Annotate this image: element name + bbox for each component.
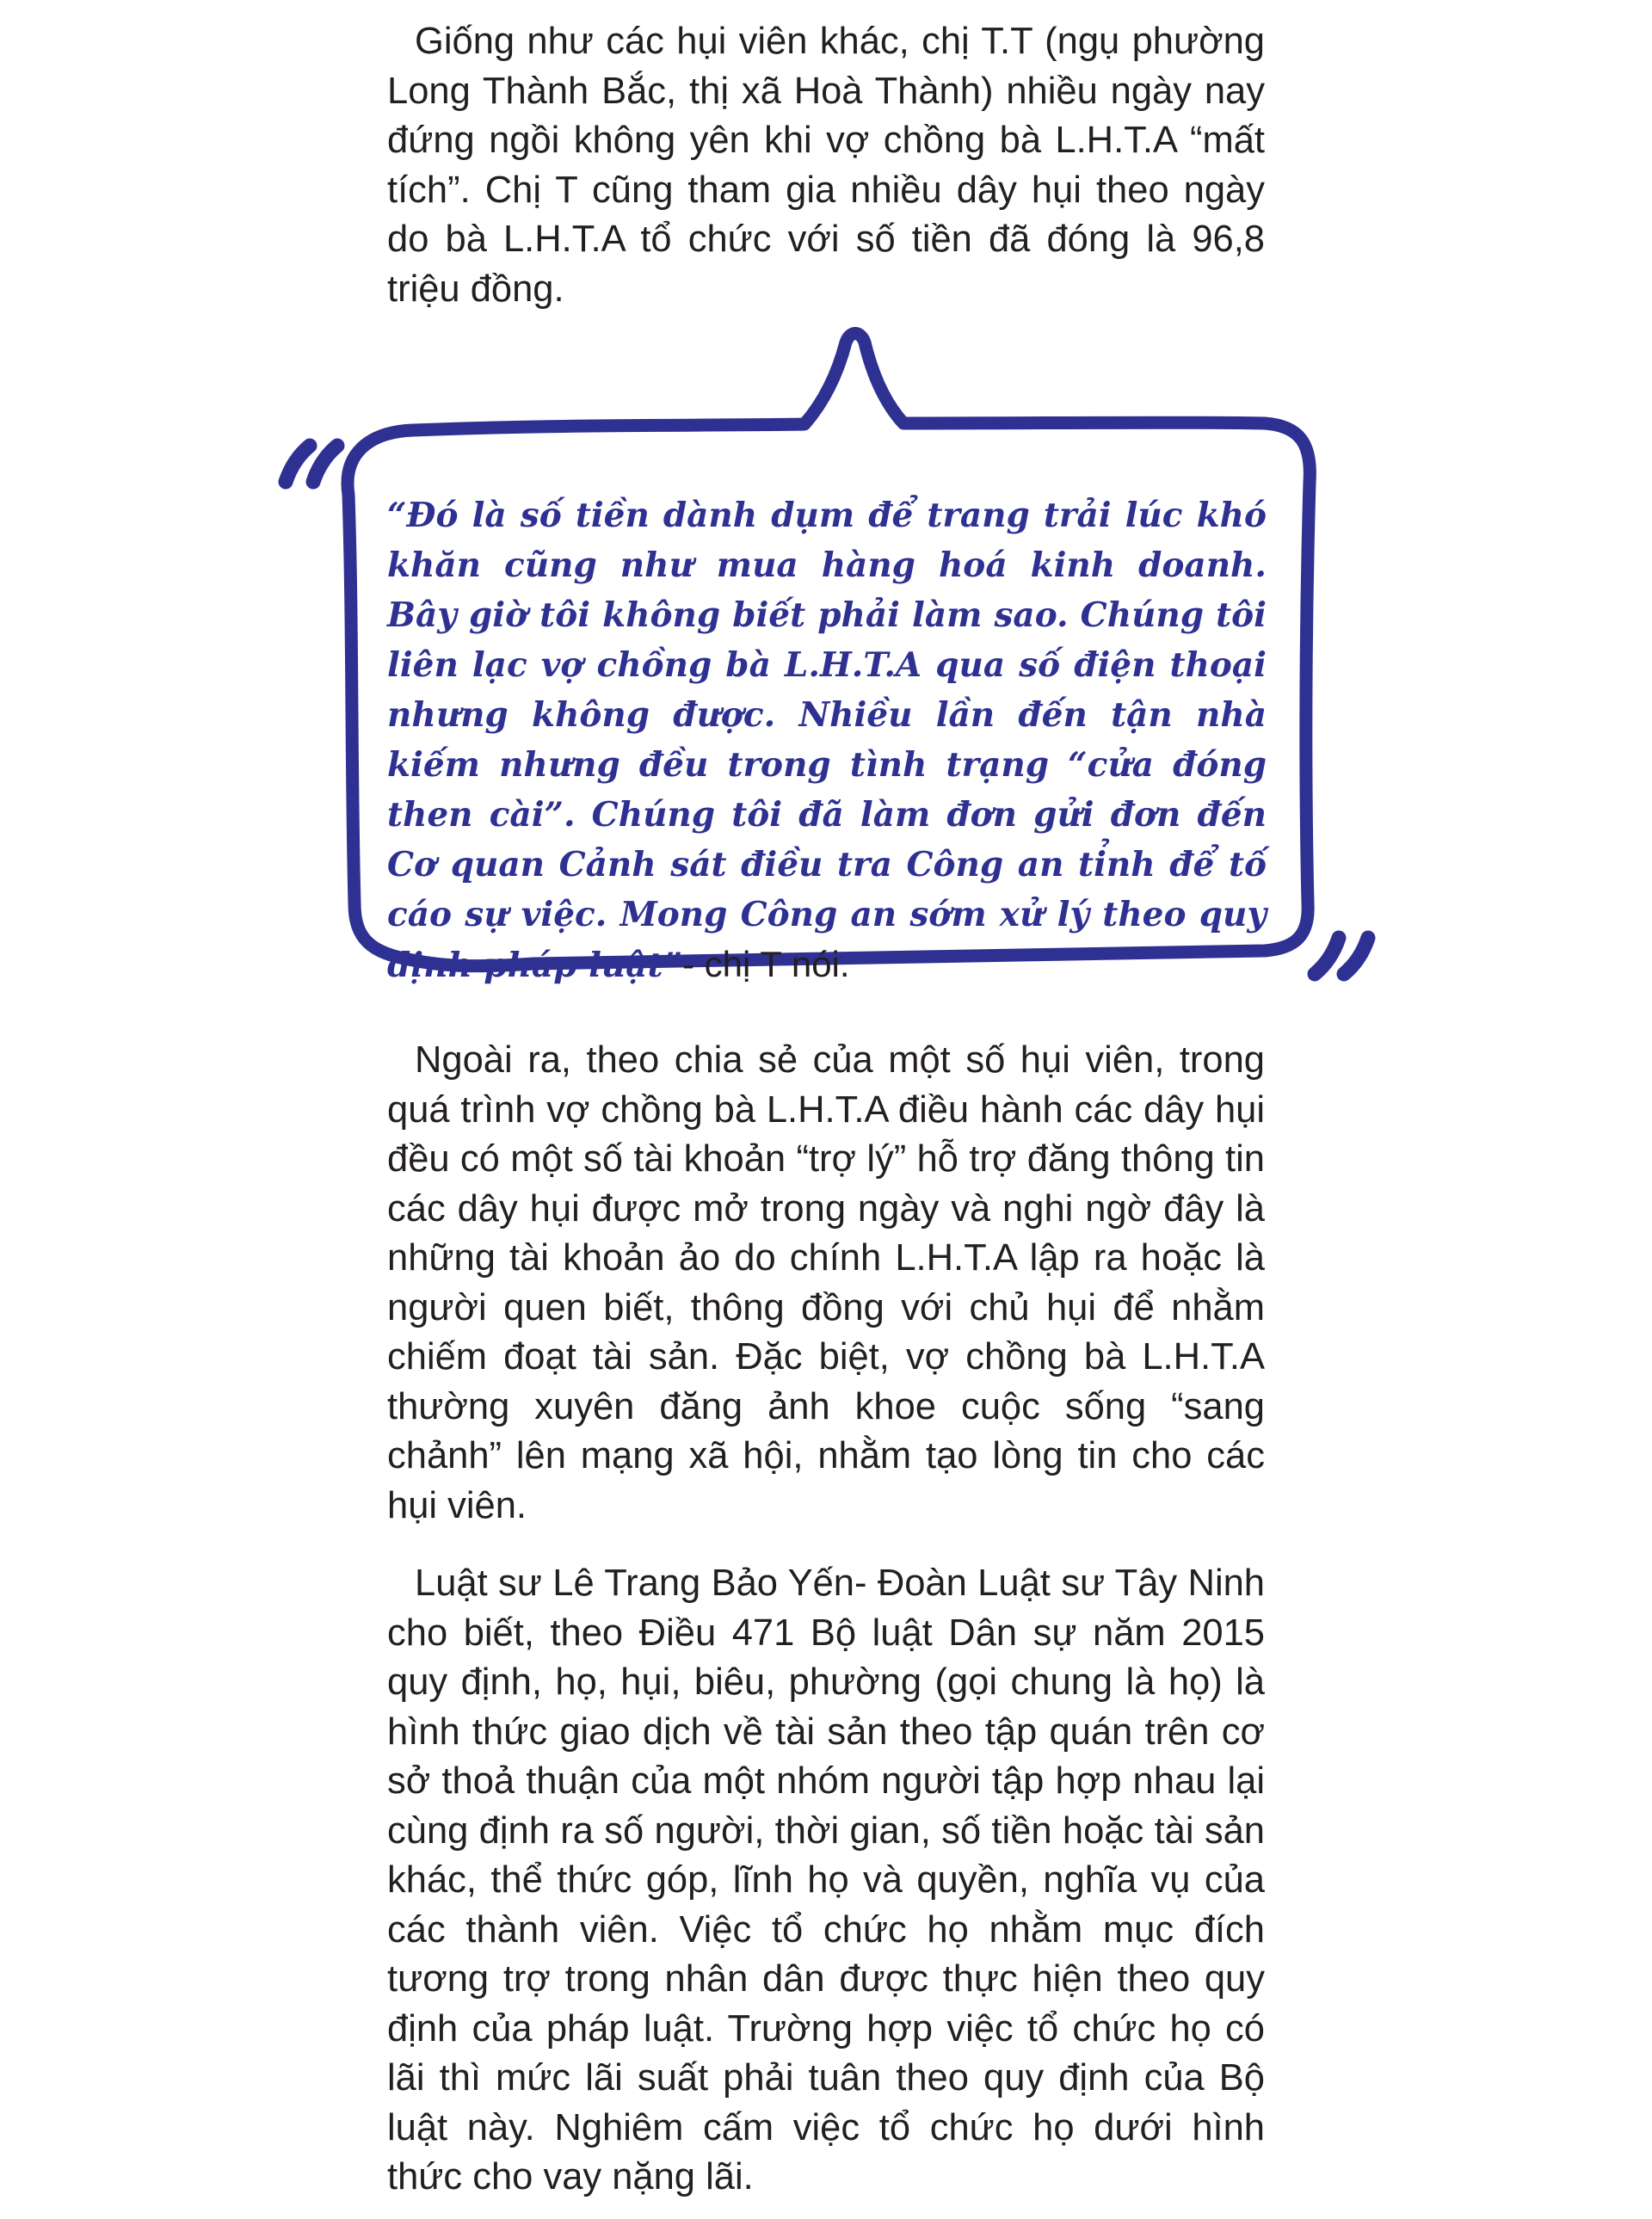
close-quote-mark-1 <box>1315 938 1339 974</box>
open-quote-mark-2 <box>313 446 337 482</box>
open-quote-mark-1 <box>286 446 310 482</box>
quote-text <box>387 490 1267 990</box>
paragraph-intro: Giống như các hụi viên khác, chị T.T (ngụ phường Long Thành Bắc, thị xã Hoà Thành) nhiều ngày nay đứng ngồi không yên khi vợ chồng bà L.H.T.A “mất tích”. Chị T cũng tham gia nhiều dây hụi theo ngày do bà L.H.T.A tổ chức với số tiền đã đóng là 96,8 triệu đồng. <box>387 21 1265 310</box>
paragraph-legal: Luật sư Lê Trang Bảo Yến- Đoàn Luật sư Tây Ninh cho biết, theo Điều 471 Bộ luật Dân sự năm 2015 quy định, họ, hụi, biêu, phường (gọi chung là họ) là hình thức giao dịch về tài sản theo tập quán trên cơ sở thoả thuận của một nhóm người tập hợp nhau lại cùng định ra số người, thời gian, số tiền hoặc tài sản khác, thể thức góp, lĩnh họ và quyền, nghĩa vụ của các thành viên. Việc tổ chức họ nhằm mục đích tương trợ trong nhân dân được thực hiện theo quy định của pháp luật. Trường hợp việc tổ chức họ có lãi thì mức lãi suất phải tuân theo quy định của Bộ luật này. Nghiêm cấm việc tổ chức họ dưới hình thức cho vay nặng lãi. <box>387 1563 1265 2197</box>
close-quote-mark-2 <box>1344 938 1368 974</box>
paragraph-details: Ngoài ra, theo chia sẻ của một số hụi viên, trong quá trình vợ chồng bà L.H.T.A điều hành các dây hụi đều có một số tài khoản “trợ lý” hỗ trợ đăng thông tin các dây hụi được mở trong ngày và nghi ngờ đây là những tài khoản ảo do chính L.H.T.A lập ra hoặc là người quen biết, thông đồng với chủ hụi để nhằm chiếm đoạt tài sản. Đặc biệt, vợ chồng bà L.H.T.A thường xuyên đăng ảnh khoe cuộc sống “sang chảnh” lên mạng xã hội, nhằm tạo lòng tin cho các hụi viên. <box>387 1039 1265 1526</box>
quote-attribution: - chị T nói. <box>682 944 850 984</box>
quote-body: “Đó là số tiền dành dụm để trang trải lúc khó khăn cũng như mua hàng hoá kinh doanh. Bây giờ tôi không biết phải làm sao. Chúng tôi liên lạc vợ chồng bà L.H.T.A qua số điện thoại nhưng không được. Nhiều lần đến tận nhà kiếm nhưng đều trong tình trạng “cửa đóng then cài”. Chúng tôi đã làm đơn gửi đơn đến Cơ quan Cảnh sát điều tra Công an tỉnh để tố cáo sự việc. Mong Công an sớm xử lý theo quy định pháp luật” <box>387 496 1267 985</box>
